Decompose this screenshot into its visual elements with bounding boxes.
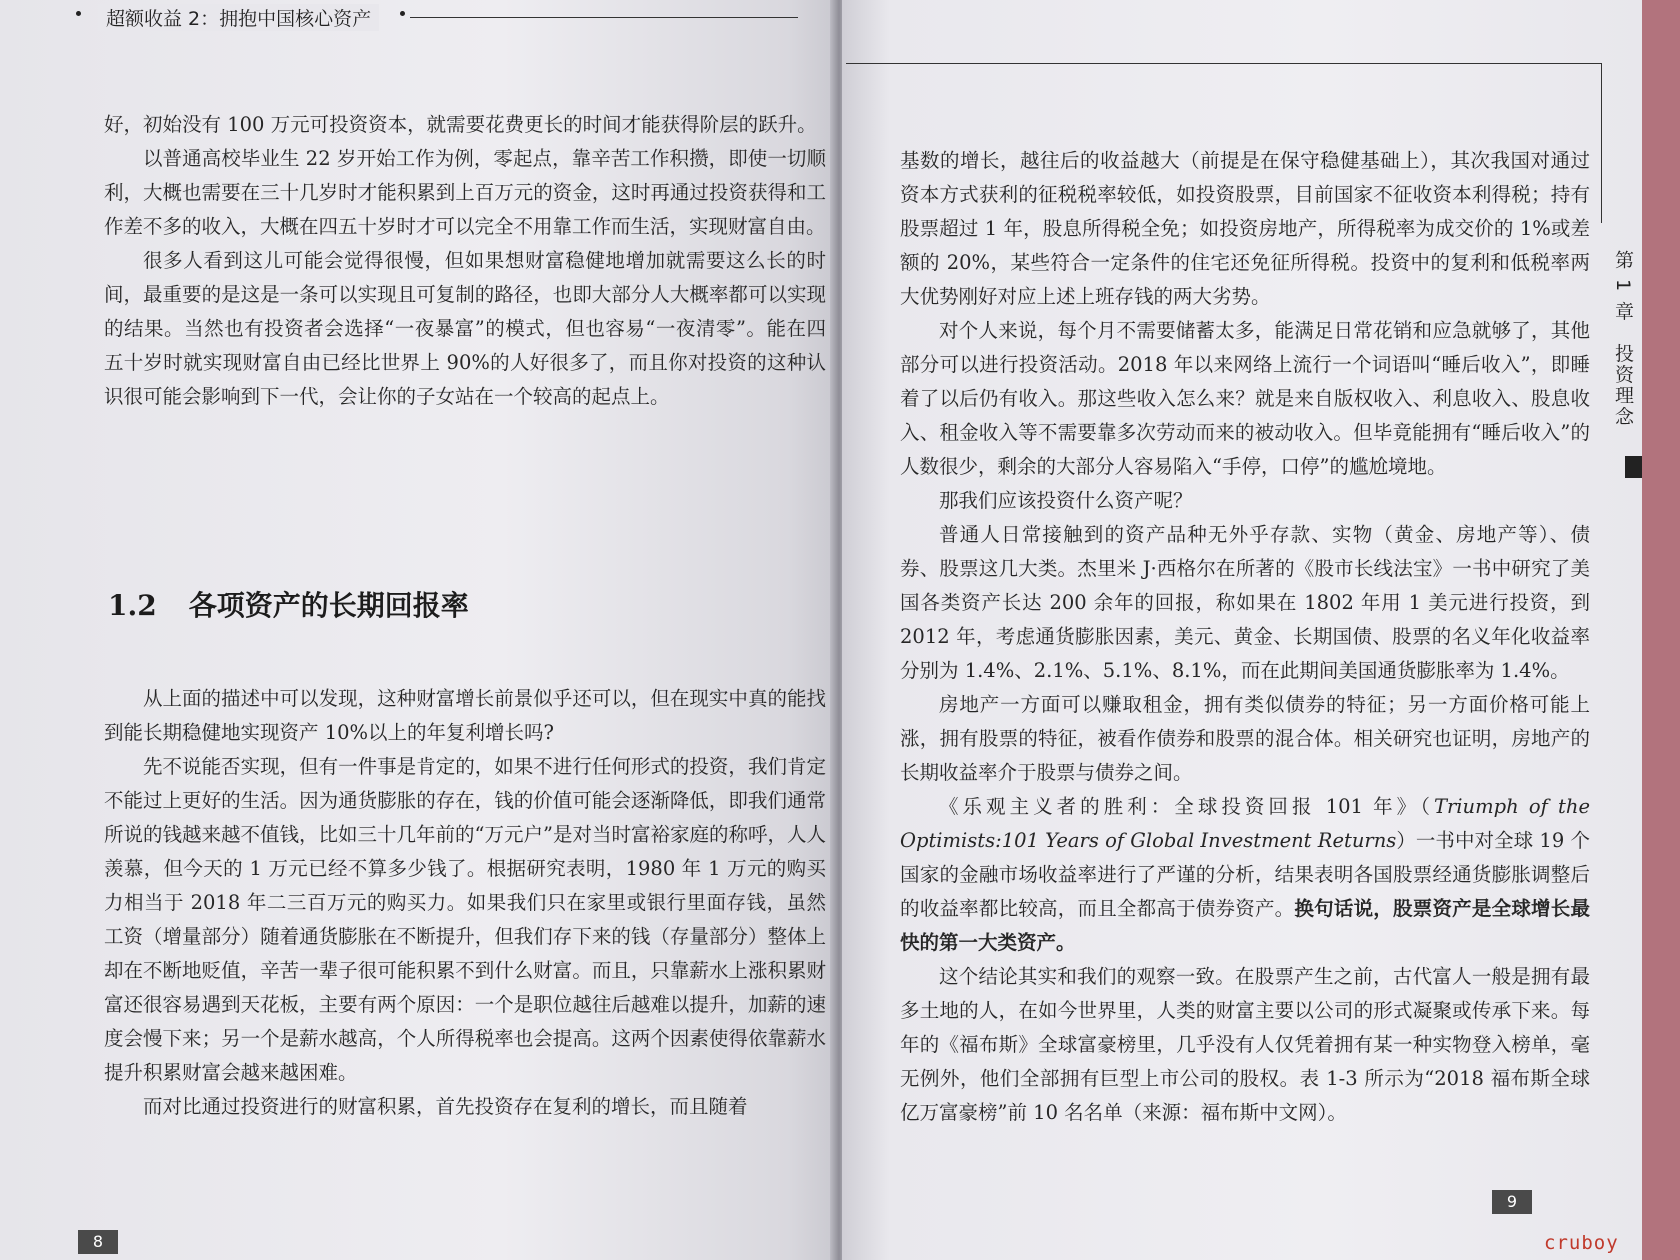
right-page xyxy=(842,0,1642,1260)
background-surface xyxy=(1642,0,1680,1260)
paragraph: 这个结论其实和我们的观察一致。在股票产生之前，古代富人一般是拥有最多土地的人，在如今世界里，人类的财富主要以公司的形式凝聚或传承下来。每年的《福布斯》全球富豪榜里，几乎没有人仅凭着拥有某一种实物登入榜单，毫无例外，他们全部拥有巨型上市公司的股权。表 1-3 所示为“2018 福布斯全球亿万富豪榜”前 10 名名单（来源：福布斯中文网）。 xyxy=(900,965,1590,1124)
paragraph xyxy=(900,790,1590,960)
section-title: 各项资产的长期回报率 xyxy=(188,589,469,622)
section-number: 1.2 xyxy=(108,589,157,622)
header-bullet xyxy=(76,11,81,16)
section-text xyxy=(104,682,826,1124)
paragraph: 那我们应该投资什么资产呢？ xyxy=(939,489,1193,512)
paragraph: 而对比通过投资进行的财富积累，首先投资存在复利的增长，而且随着 xyxy=(143,1095,748,1118)
chapter-marker xyxy=(1625,456,1642,478)
header-rule xyxy=(846,63,1601,64)
paragraph: 基数的增长，越往后的收益越大（前提是在保守稳健基础上），其次我国对通过资本方式获利的征税税率较低，如投资股票，目前国家不征收资本利得税；持有股票超过 1 年，股息所得税全免；如投资房地产，所得税率为成交价的 1%或差额的 20%，某些符合一定条件的住宅还免征所得税。投资中的复利和低税率两大优势刚好对应上述上班存钱的两大劣势。 xyxy=(900,149,1590,308)
text-segment: 《乐观主义者的胜利：全球投资回报 101 年》（ xyxy=(939,795,1434,818)
header-bullet xyxy=(400,11,405,16)
emphasis-text: 换句话说，股票资产是全球增长最快的第一大类资产。 xyxy=(900,897,1590,954)
intro-text xyxy=(104,108,826,414)
book-title-english: Triumph of the Optimists:101 Years of Global Investment Returns xyxy=(900,795,1590,852)
paragraph: 以普通高校毕业生 22 岁开始工作为例，零起点，靠辛苦工作积攒，即使一切顺利，大概也需要在三十几岁时才能积累到上百万元的资金，这时再通过投资获得和工作差不多的收入，大概在四五十岁时才可以完全不用靠工作而生活，实现财富自由。 xyxy=(104,147,826,238)
page-number: 9 xyxy=(1492,1190,1532,1214)
header-rule xyxy=(410,17,798,18)
paragraph: 从上面的描述中可以发现，这种财富增长前景似乎还可以，但在现实中真的能找到能长期稳健地实现资产 10%以上的年复利增长吗? xyxy=(104,687,826,744)
running-head: 超额收益 2：拥抱中国核心资产 xyxy=(98,4,379,31)
right-text xyxy=(900,144,1590,1130)
left-page xyxy=(0,0,838,1260)
section-heading xyxy=(108,584,469,624)
chapter-tab: 第 1 章 投资理念 xyxy=(1612,250,1634,428)
paragraph: 对个人来说，每个月不需要储蓄太多，能满足日常花销和应急就够了，其他部分可以进行投资活动。2018 年以来网络上流行一个词语叫“睡后收入”，即睡着了以后仍有收入。那这些收入怎么来？就是来自版权收入、利息收入、股息收入、租金收入等不需要靠多次劳动而来的被动收入。但毕竟能拥有“睡后收入”的人数很少，剩余的大部分人容易陷入“手停，口停”的尴尬境地。 xyxy=(900,319,1590,478)
page-number: 8 xyxy=(78,1230,118,1254)
paragraph: 先不说能否实现，但有一件事是肯定的，如果不进行任何形式的投资，我们肯定不能过上更好的生活。因为通货膨胀的存在，钱的价值可能会逐渐降低，即我们通常所说的钱越来越不值钱，比如三十几年前的“万元户”是对当时富裕家庭的称呼，人人羡慕，但今天的 1 万元已经不算多少钱了。根据研究表明，1980 年 1 万元的购买力相当于 2018 年二三百万元的购买力。如果我们只在家里或银行里面存钱，虽然工资（增量部分）随着通货膨胀在不断提升，但我们存下来的钱（存量部分）整体上却在不断地贬值，辛苦一辈子很可能积累不到什么财富。而且，只靠薪水上涨积累财富还很容易遇到天花板，主要有两个原因：一个是职位越往后越难以提升，加薪的速度会慢下来；另一个是薪水越高，个人所得税率也会提高。这两个因素使得依靠薪水提升积累财富会越来越困难。 xyxy=(104,755,826,1084)
paragraph: 好，初始没有 100 万元可投资资本，就需要花费更长的时间才能获得阶层的跃升。 xyxy=(104,113,817,136)
text-segment: ）一书中对全球 19 个国家的金融市场收益率进行了严谨的分析，结果表明各国股票经通货膨胀调整后的收益率都比较高，而且全都高于债券资产。 xyxy=(900,829,1590,920)
header-rule-side xyxy=(1601,63,1602,223)
paragraph: 很多人看到这儿可能会觉得很慢，但如果想财富稳健地增加就需要这么长的时间，最重要的是这是一条可以实现且可复制的路径，也即大部分人大概率都可以实现的结果。当然也有投资者会选择“一夜暴富”的模式，但也容易“一夜清零”。能在四五十岁时就实现财富自由已经比世界上 90%的人好很多了，而且你对投资的这种认识很可能会影响到下一代，会让你的子女站在一个较高的起点上。 xyxy=(104,249,826,408)
watermark: cruboy xyxy=(1544,1232,1619,1254)
paragraph: 普通人日常接触到的资产品种无外乎存款、实物（黄金、房地产等）、债券、股票这几大类。杰里米 J·西格尔在所著的《股市长线法宝》一书中研究了美国各类资产长达 200 余年的回报，称如果在 1802 年用 1 美元进行投资，到 2012 年，考虑通货膨胀因素，美元、黄金、长期国债、股票的名义年化收益率分别为 1.4%、2.1%、5.1%、8.1%，而在此期间美国通货膨胀率为 1.4%。 xyxy=(900,523,1590,682)
paragraph: 房地产一方面可以赚取租金，拥有类似债券的特征；另一方面价格可能上涨，拥有股票的特征，被看作债券和股票的混合体。相关研究也证明，房地产的长期收益率介于股票与债券之间。 xyxy=(900,693,1590,784)
